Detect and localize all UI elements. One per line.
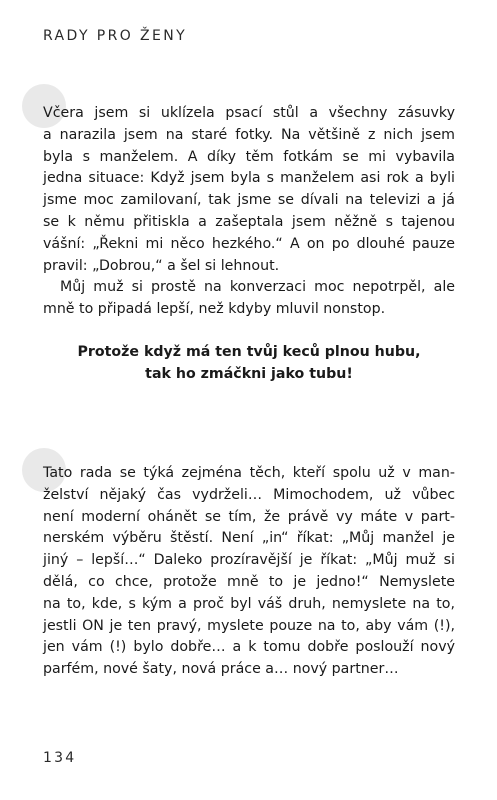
running-header: RADY PRO ŽENY	[43, 28, 188, 44]
text-line: dělá, co chce, protože mně to je jedno!“ Nemyslete	[43, 573, 455, 590]
text-line: byla s manželem. A díky těm fotkám se mi vybavila	[43, 148, 455, 165]
text-line: pravil: „Dobrou,“ a šel si lehnout.	[43, 257, 280, 274]
pull-quote	[43, 342, 455, 386]
text-line: nerském výběru štěstí. Není „in“ říkat: „Můj manžel je	[43, 530, 455, 547]
text-line: jen vám (!) bylo dobře… a k tomu dobře poslouží nový	[43, 639, 455, 656]
text-line: želství nějaký čas vydrželi… Mimochodem, už vůbec	[43, 486, 455, 503]
paragraph-section-1	[43, 103, 455, 321]
text-line: mně to připadá lepší, než kdyby mluvil nonstop.	[43, 301, 386, 318]
text-line: se k němu přitiskla a zašeptala jsem něžně s tajenou	[43, 213, 455, 230]
text-line: jestli ON je ten pravý, myslete pouze na to, aby vám (!),	[43, 617, 455, 634]
text-line: není moderní ohánět se tím, že právě vy máte v part-	[43, 508, 455, 525]
text-line: Včera jsem si uklízela psací stůl a všechny zásuvky	[43, 105, 455, 121]
text-line: na to, kde, s kým a proč byl váš druh, nemyslete na to,	[43, 595, 455, 612]
text-line: jedna situace: Když jsem byla s manželem asi rok a byli	[43, 170, 455, 187]
text-line: a narazila jsem na staré fotky. Na většině z nich jsem	[43, 126, 455, 143]
text-line: Tato rada se týká zejména těch, kteří spolu už v man-	[43, 465, 455, 481]
text-line: parfém, nové šaty, nová práce a… nový partner…	[43, 661, 399, 678]
text-line: jiný – lepší…“ Daleko prozíravější je říkat: „Můj muž si	[43, 552, 455, 569]
text-line: vášní: „Řekni mi něco hezkého.“ A on po dlouhé pauze	[43, 235, 455, 252]
quote-line: tak ho zmáčkni jako tubu!	[145, 365, 353, 382]
text-line: Můj muž si prostě na konverzaci moc nepotrpěl, ale	[60, 279, 455, 296]
quote-line: Protože když má ten tvůj keců plnou hubu,	[77, 344, 421, 360]
page-number: 134	[43, 750, 77, 766]
text-line: jsme moc zamilovaní, tak jsme se dívali na televizi a já	[43, 192, 455, 209]
paragraph-section-2	[43, 463, 455, 681]
